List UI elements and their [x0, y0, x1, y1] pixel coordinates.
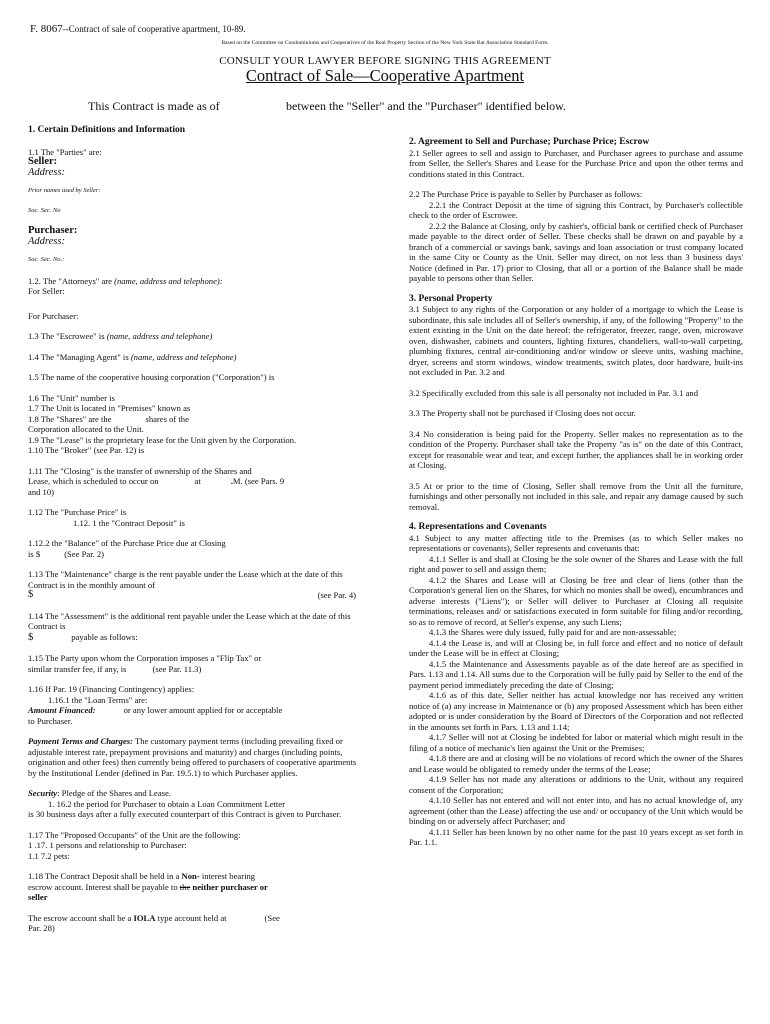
left-column — [28, 125, 366, 934]
clause-1-7: 1.7 The Unit is located in "Premises" known as — [28, 403, 191, 413]
section-3-heading: 3. Personal Property — [409, 293, 493, 304]
clause-1-8-corporation: Corporation allocated to the Unit. — [28, 424, 144, 434]
clause-1-2-text: 1.2. The "Attorneys" are — [28, 275, 115, 286]
clause-1-4-note: (name, address and telephone) — [130, 351, 237, 362]
clause-1-18-struck: the — [179, 881, 191, 892]
flip-tax-see-par: (see Par. 11.3) — [152, 663, 202, 674]
clause-1-10: 1.10 The "Broker" (see Par. 12) is — [28, 445, 145, 455]
clause-1-12-2: 1.12.2 the "Balance" of the Purchase Price due at Closing — [28, 538, 226, 548]
clause-1-11-schedule — [28, 476, 366, 487]
clause-1-18 — [28, 871, 366, 882]
maintenance-dollar: $ — [28, 589, 34, 600]
clause-1-11-end: and 10) — [28, 486, 55, 497]
clause-1-16-1: 1.16.1 the "Loan Terms" are: — [48, 694, 148, 705]
form-description: --Contract of sale of cooperative apartment, 10-89. — [62, 24, 246, 34]
clause-1-15: 1.15 The Party upon whom the Corporation imposes a "Flip Tax" or — [28, 653, 262, 663]
escrow-par-28: Par. 28) — [28, 923, 55, 933]
clause-1-11-pars: M. (see Pars. 9 — [232, 476, 285, 486]
clause-1-18-payable — [28, 882, 366, 893]
clause-3-4: 3.4 No consideration is being paid for the Property. Seller makes no representation as to the condition of the Property. Purchaser shall take the Property "as is" on the date of this Contract, except for reasonable wear and tear, and except further, the appliances shall be in working order at Closing. — [409, 428, 743, 470]
balance-dollar: is $ — [28, 548, 41, 559]
clause-1-12-1: 1.12. 1 the "Contract Deposit" is — [73, 517, 185, 528]
clause-1-13: 1.13 The "Maintenance" charge is the rent payable under the Lease which at the date of this Contract is in the monthly amount of — [28, 569, 343, 590]
clause-4-1-5: 4.1.5 the Maintenance and Assessments payable as of the date hereof are as specified in Pars. 1.13 and 1.14. All sums due to the Corporation will be fully paid by Seller to the end of the payment period immediately preceding the date of Closing; — [409, 658, 743, 690]
form-number: F. 8067 — [30, 23, 63, 35]
clause-2-2-1: 2.2.1 the Contract Deposit at the time of signing this Contract, by Purchaser's collectible check to the order of Escrowee. — [409, 199, 743, 220]
clause-4-1-6: 4.1.6 as of this date, Seller neither has actual knowledge nor has received any written notice of (a) any increase in Maintenance or (b) any proposed Assessment which has been either adopted or is under consideration by the Board of Directors of the Corporation and not reflected in the amounts set forth in Pars. 1.13 and 1.14; — [409, 690, 743, 732]
clause-1-16: 1.16 If Par. 19 (Financing Contingency) applies: — [28, 684, 195, 694]
balance-see-par: (See Par. 2) — [64, 548, 105, 559]
assessment-payable: payable as follows: — [71, 631, 138, 642]
clause-3-3: 3.3 The Property shall not be purchased if Closing does not occur. — [409, 408, 636, 418]
clause-1-11: 1.11 The "Closing" is the transfer of ownership of the Shares and — [28, 465, 252, 476]
document-title: Contract of Sale—Cooperative Apartment — [245, 66, 525, 85]
clause-1-16-2-cont: is 30 business days after a fully executed counterpart of this Contract is given to Purchaser. — [28, 809, 342, 819]
clause-1-14: 1.14 The "Assessment" is the additional rent payable under the Lease which at the date of this Contract is — [28, 610, 351, 631]
clause-3-2: 3.2 Specifically excluded from this sale is all personalty not included in Par. 3.1 and — [409, 387, 699, 398]
clause-4-1-1: 4.1.1 Seller is and shall at Closing be the sole owner of the Shares and Lease with the full right and power to sell and assign them; — [409, 553, 743, 574]
security-label: Security — [28, 788, 58, 798]
clause-1-18-payable-text: escrow account. Interest shall be payable to — [28, 881, 180, 892]
escrow-held-at: type account held at — [155, 912, 227, 923]
assessment-dollar: $ — [28, 631, 34, 643]
clause-1-3 — [28, 331, 366, 342]
prior-names-label: Prior names used by Seller: — [28, 187, 101, 194]
section-2-heading: 2. Agreement to Sell and Purchase; Purchase Price; Escrow — [409, 137, 650, 147]
clause-1-11-at: at — [194, 476, 201, 486]
clause-1-16-2: 1. 16.2 the period for Purchaser to obtain a Loan Commitment Letter — [48, 798, 285, 809]
clause-3-1: 3.1 Subject to any rights of the Corporation or any holder of a mortgage to which the Lease is subordinate, this sale includes all of Seller's ownership, if any, of the following "Property" to the extent existing in the Unit on the date hereof: the refrigerator, freezer, range, oven, microwave oven, dishwasher, cabinets and counters, lighting fixtures, chandeliers, wall-to-wall carpeting, plumbing fixtures, central air-conditioning and/or window or sleeve units, washing machine, dryer, screens and storm windows, window treatments, switch plates, door hardware, built-ins not excluded in Par. 3.2 and — [409, 304, 743, 377]
section-4-heading: 4. Representations and Covenants — [409, 522, 547, 532]
payment-terms-label: Payment Terms and Charges: — [28, 736, 133, 746]
escrow-account-text: The escrow account shall be a — [28, 912, 134, 923]
clause-1-4-text: 1.4 The "Managing Agent" is — [28, 351, 131, 362]
attorney-for-purchaser: For Purchaser: — [28, 310, 79, 321]
clause-4-1: 4.1 Subject to any matter affecting title to the Premises (as to which Seller makes no representations or covenants), Seller represents and covenants that: — [409, 532, 743, 553]
clause-1-17-1: 1 .17. 1 persons and relationship to Purchaser: — [28, 840, 187, 850]
clause-1-3-note: (name, address and telephone) — [106, 331, 213, 341]
clause-1-8-shares: shares of the — [145, 413, 189, 424]
purchaser-address-label: Address: — [28, 235, 65, 247]
amount-financed-label: Amount Financed: — [28, 705, 96, 715]
clause-1-17: 1.17 The "Proposed Occupants" of the Unit are the following: — [28, 829, 241, 840]
seller-label: Seller: — [28, 156, 58, 167]
clause-1-8-text: 1.8 The "Shares" are the — [28, 413, 112, 424]
clause-1-18-non: Non- — [181, 871, 200, 881]
consult-lawyer-banner: CONSULT YOUR LAWYER BEFORE SIGNING THIS AGREEMENT — [219, 55, 551, 67]
security — [28, 788, 366, 799]
attorney-for-seller: For Seller: — [28, 286, 65, 296]
clause-4-1-11: 4.1.11 Seller has been known by no other name for the past 10 years except as set forth in Par. 1.1. — [409, 826, 743, 847]
clause-1-12: 1.12 The "Purchase Price" is — [28, 507, 127, 517]
maintenance-see-par: (see Par. 4) — [317, 590, 356, 600]
clause-4-1-3: 4.1.3 the Shares were duly issued, fully paid for and are non-assessable; — [429, 627, 677, 637]
clause-4-1-9: 4.1.9 Seller has not made any alterations or additions to the Unit, without any required consent of the Corporation; — [409, 774, 743, 795]
clause-1-18-neither: neither purchaser or — [190, 881, 268, 892]
clause-1-4 — [28, 352, 366, 363]
security-text: : Pledge of the Shares and Lease. — [57, 788, 171, 798]
clause-1-3-text: 1.3 The "Escrowee" is — [28, 331, 107, 341]
contract-made-as-of: This Contract is made as of — [88, 99, 220, 113]
flip-tax-party: similar transfer fee, if any, is — [28, 663, 127, 674]
clause-1-2-note: (name, address and telephone): — [114, 275, 223, 286]
clause-4-1-10: 4.1.10 Seller has not entered and will not enter into, and has no actual knowledge of, any agreement (other than the Lease) affecting the use and/ or occupancy of the Unit which would be binding on or adversely affect Purchaser; and — [409, 795, 743, 826]
clause-1-9: 1.9 The "Lease" is the proprietary lease for the Unit given by the Corporation. — [28, 434, 297, 445]
payment-terms-text: The customary payment terms (including prevailing fixed or adjustable interest rate, prepayment provisions and maturity) and charges (including points, origination and other fees) then currently being offered to purchasers of cooperative apartments by the Institutional Lender (defined in Par. 19.5.1) to which Purchaser applies. — [28, 736, 357, 778]
clause-1-6: 1.6 The "Unit" number is — [28, 392, 115, 403]
clause-1-18-interest: interest bearing — [199, 871, 256, 881]
clause-1-11-date: Lease, which is scheduled to occur on — [28, 476, 159, 486]
clause-2-1: 2.1 Seller agrees to sell and assign to Purchaser, and Purchaser agrees to purchase and assume from Seller, the Seller's Shares and Lease for the Purchase Price and upon the other terms and conditions stated in this Contract. — [409, 147, 743, 179]
amount-financed-line — [28, 705, 366, 716]
escrow-iola: IOLA — [133, 912, 156, 923]
clause-1-15-line2 — [28, 664, 366, 675]
clause-1-11-dot: . — [230, 476, 233, 486]
form-identifier — [30, 23, 246, 35]
section-1-heading: 1. Certain Definitions and Information — [28, 125, 186, 135]
clause-4-1-2: 4.1.2 the Shares and Lease will at Closing be free and clear of liens (other than the Corporation's general lien on the Shares, for which no monies shall be owed), encumbrances and adverse interests ("Liens"); or Seller will deliver to Purchaser at Closing all requisite terminations, releases and/ or satisfactions executed in form suitable for filing and/or recording, so as to remove of record, at Seller's expense, any such Liens; — [409, 574, 743, 627]
clause-1-1: 1.1 The "Parties" are: — [28, 146, 102, 157]
amount-financed-end: to Purchaser. — [28, 715, 73, 726]
clause-1-17-2: 1.1 7.2 pets: — [28, 850, 71, 861]
clause-2-2: 2.2 The Purchase Price is payable to Seller by Purchaser as follows: — [409, 189, 643, 199]
seller-soc-sec-label: Soc. Sec. No — [28, 206, 61, 214]
purchaser-label: Purchaser: — [28, 225, 78, 236]
clause-1-18-seller: seller — [28, 892, 48, 902]
amount-financed-text: or any lower amount applied for or acceptable — [123, 705, 283, 715]
clause-2-2-2: 2.2.2 the Balance at Closing, only by cashier's, official bank or certified check of Purchaser made payable to the direct order of Seller. These checks shall be drawn on and payable by a branch of a commercial or savings bank, savings and loan association or trust company located in the same City or County as the Unit. Seller may direct, on not less than 3 business days' Notice (defined in Par. 17) prior to Closing, that all or a portion of the Balance shall be made payable to persons other than Seller. — [409, 220, 744, 283]
assessment-amount-line — [28, 632, 366, 644]
seller-address-label: Address: — [28, 166, 65, 178]
escrow-account — [28, 913, 366, 924]
clause-4-1-7: 4.1.7 Seller will not at Closing be indebted for labor or material which might result in the filing of a notice of mechanic's lien against the Unit or the Premises; — [409, 732, 743, 753]
purchaser-soc-sec-label: Soc. Sec. No.: — [28, 256, 65, 263]
clause-1-5: 1.5 The name of the cooperative housing corporation ("Corporation") is — [28, 372, 275, 382]
clause-1-8 — [28, 414, 366, 425]
contract-parties-intro: between the "Seller" and the "Purchaser" identified below. — [286, 99, 567, 113]
maintenance-amount-line — [28, 590, 366, 601]
escrow-see: (See — [264, 912, 280, 923]
clause-3-5: 3.5 At or prior to the time of Closing, Seller shall remove from the Unit all the furniture, furnishings and other personally not included in this sale, and repair any damage caused by such removal. — [409, 480, 743, 512]
payment-terms — [28, 736, 366, 778]
clause-1-12-2-amount — [28, 549, 366, 560]
form-basis-note: Based on the Committee on Condominiums and Cooperatives of the Real Property Section of the New York State Bar Association Standard Form. — [221, 40, 549, 46]
clause-1-2 — [28, 276, 366, 287]
clause-1-18-text: 1.18 The Contract Deposit shall be held in a — [28, 871, 182, 881]
clause-4-1-8: 4.1.8 there are and at closing will be no violations of record which the owner of the Shares and Lease would be obligated to remedy under the terms of the Lease; — [409, 753, 743, 774]
clause-4-1-4: 4.1.4 the Lease is, and will at Closing be, in full force and effect and no notice of default under the Lease will be in effect at Closing; — [409, 637, 743, 658]
right-column — [409, 137, 743, 848]
